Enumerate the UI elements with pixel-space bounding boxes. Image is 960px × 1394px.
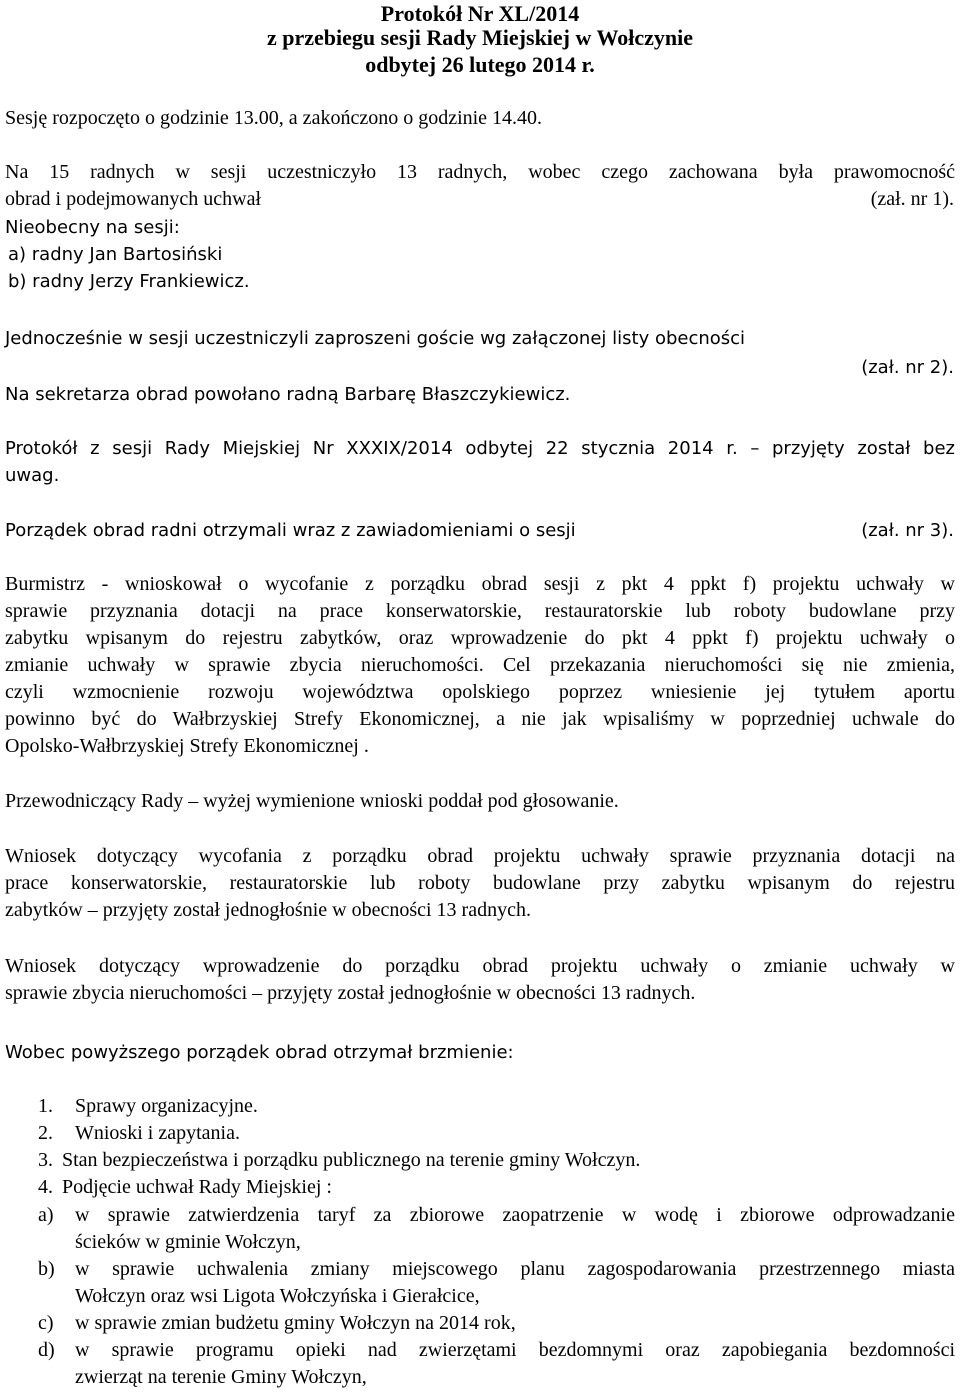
agenda-item-3-num: 3.	[38, 1149, 53, 1171]
session-time: Sesję rozpoczęto o godzinie 13.00, a zakończono o godzinie 14.40.	[5, 107, 543, 129]
agenda-item-1-num: 1.	[38, 1095, 53, 1117]
guests-line: Jednocześnie w sesji uczestniczyli zaproszeni goście wg załączonej listy obecności	[5, 328, 746, 349]
motion1-line-1: Wniosek dotyczący wycofania z porządku obrad projektu uchwały sprawie przyznania dotacji na	[5, 845, 955, 867]
agenda-received-line: Porządek obrad radni otrzymali wraz z zawiadomieniami o sesji	[5, 520, 576, 541]
agenda-item-4-num: 4.	[38, 1176, 53, 1198]
absent-item-b: b) radny Jerzy Frankiewicz.	[8, 271, 250, 292]
motion2-line-2: sprawie zbycia nieruchomości – przyjęty został jednogłośnie w obecności 13 radnych.	[5, 982, 696, 1004]
attachment-ref-3: (zał. nr 3).	[861, 520, 954, 541]
subitem-b-letter: b)	[38, 1258, 55, 1280]
agenda-item-3-text: Stan bezpieczeństwa i porządku publicznego na terenie gminy Wołczyn.	[62, 1149, 641, 1171]
attendance-line-2: obrad i podejmowanych uchwał	[5, 188, 262, 210]
mayor-motion-line-4: zmianie uchwały w sprawie zbycia nieruchomości. Cel przekazania nieruchomości się nie zmienia,	[5, 654, 955, 676]
motion1-line-2: prace konserwatorskie, restauratorskie lub roboty budowlane przy zabytku wpisanym do rejestru	[5, 872, 955, 894]
subitem-d-letter: d)	[38, 1339, 55, 1361]
attachment-ref-1: (zał. nr 1).	[870, 188, 954, 210]
agenda-item-2-num: 2.	[38, 1122, 53, 1144]
absent-heading: Nieobecny na sesji:	[5, 217, 180, 238]
attachment-ref-2: (zał. nr 2).	[861, 357, 954, 378]
chairman-vote: Przewodniczący Rady – wyżej wymienione wnioski poddał pod głosowanie.	[5, 790, 619, 812]
agenda-item-4-text: Podjęcie uchwał Rady Miejskiej :	[62, 1176, 332, 1198]
agenda-item-1-text: Sprawy organizacyjne.	[75, 1095, 258, 1117]
agenda-item-2-text: Wnioski i zapytania.	[75, 1122, 240, 1144]
subitem-b-line-2: Wołczyn oraz wsi Ligota Wołczyńska i Gierałcice,	[75, 1285, 480, 1307]
mayor-motion-line-2: sprawie przyznania dotacji na prace konserwatorskie, restauratorskie lub roboty budowlane przy	[5, 600, 955, 622]
subitem-a-line-1: w sprawie zatwierdzenia taryf za zbiorowe zaopatrzenie w wodę i zbiorowe odprowadzanie	[75, 1204, 955, 1226]
secretary-line: Na sekretarza obrad powołano radną Barbarę Błaszczykiewicz.	[5, 384, 571, 405]
subitem-a-line-2: ścieków w gminie Wołczyn,	[75, 1231, 301, 1253]
protocol-title: Protokół Nr XL/2014	[380, 1, 580, 26]
attendance-line-1: Na 15 radnych w sesji uczestniczyło 13 radnych, wobec czego zachowana była prawomocność	[5, 161, 955, 183]
mayor-motion-line-1: Burmistrz - wnioskował o wycofanie z porządku obrad sesji z pkt 4 ppkt f) projektu uchwały w	[5, 573, 955, 595]
subitem-a-letter: a)	[38, 1204, 54, 1226]
subitem-d-line-2: zwierząt na terenie Gminy Wołczyn,	[75, 1366, 367, 1388]
subitem-d-line-1: w sprawie programu opieki nad zwierzętami bezdomnymi oraz zapobiegania bezdomności	[75, 1339, 955, 1361]
mayor-motion-line-3: zabytku wpisanym do rejestru zabytków, oraz wprowadzenie do pkt 4 ppkt f) projektu uchwały o	[5, 627, 955, 649]
mayor-motion-line-7: Opolsko-Wałbrzyskiej Strefy Ekonomicznej .	[5, 735, 369, 757]
mayor-motion-line-5: czyli wzmocnienie rozwoju województwa opolskiego poprzez wniesienie jej tytułem aportu	[5, 681, 955, 703]
protocol-date: odbytej 26 lutego 2014 r.	[365, 52, 595, 77]
protocol-subtitle: z przebiegu sesji Rady Miejskiej w Wołczynie	[266, 25, 694, 50]
motion1-line-3: zabytków – przyjęty został jednogłośnie w obecności 13 radnych.	[5, 899, 531, 921]
previous-protocol-line-1: Protokół z sesji Rady Miejskiej Nr XXXIX/2014 odbytej 22 stycznia 2014 r. – przyjęty został bez	[5, 438, 955, 459]
mayor-motion-line-6: powinno być do Wałbrzyskiej Strefy Ekonomicznej, a nie jak wpisaliśmy w poprzedniej uchwale do	[5, 708, 955, 730]
previous-protocol-line-2: uwag.	[5, 465, 60, 486]
absent-item-a: a) radny Jan Bartosiński	[8, 244, 223, 265]
subitem-c-line-1: w sprawie zmian budżetu gminy Wołczyn na 2014 rok,	[75, 1312, 516, 1334]
subitem-c-letter: c)	[38, 1312, 54, 1334]
motion2-line-1: Wniosek dotyczący wprowadzenie do porządku obrad projektu uchwały o zmianie uchwały w	[5, 955, 955, 977]
subitem-b-line-1: w sprawie uchwalenia zmiany miejscowego planu zagospodarowania przestrzennego miasta	[75, 1258, 955, 1280]
agenda-intro: Wobec powyższego porządek obrad otrzymał brzmienie:	[5, 1042, 514, 1063]
